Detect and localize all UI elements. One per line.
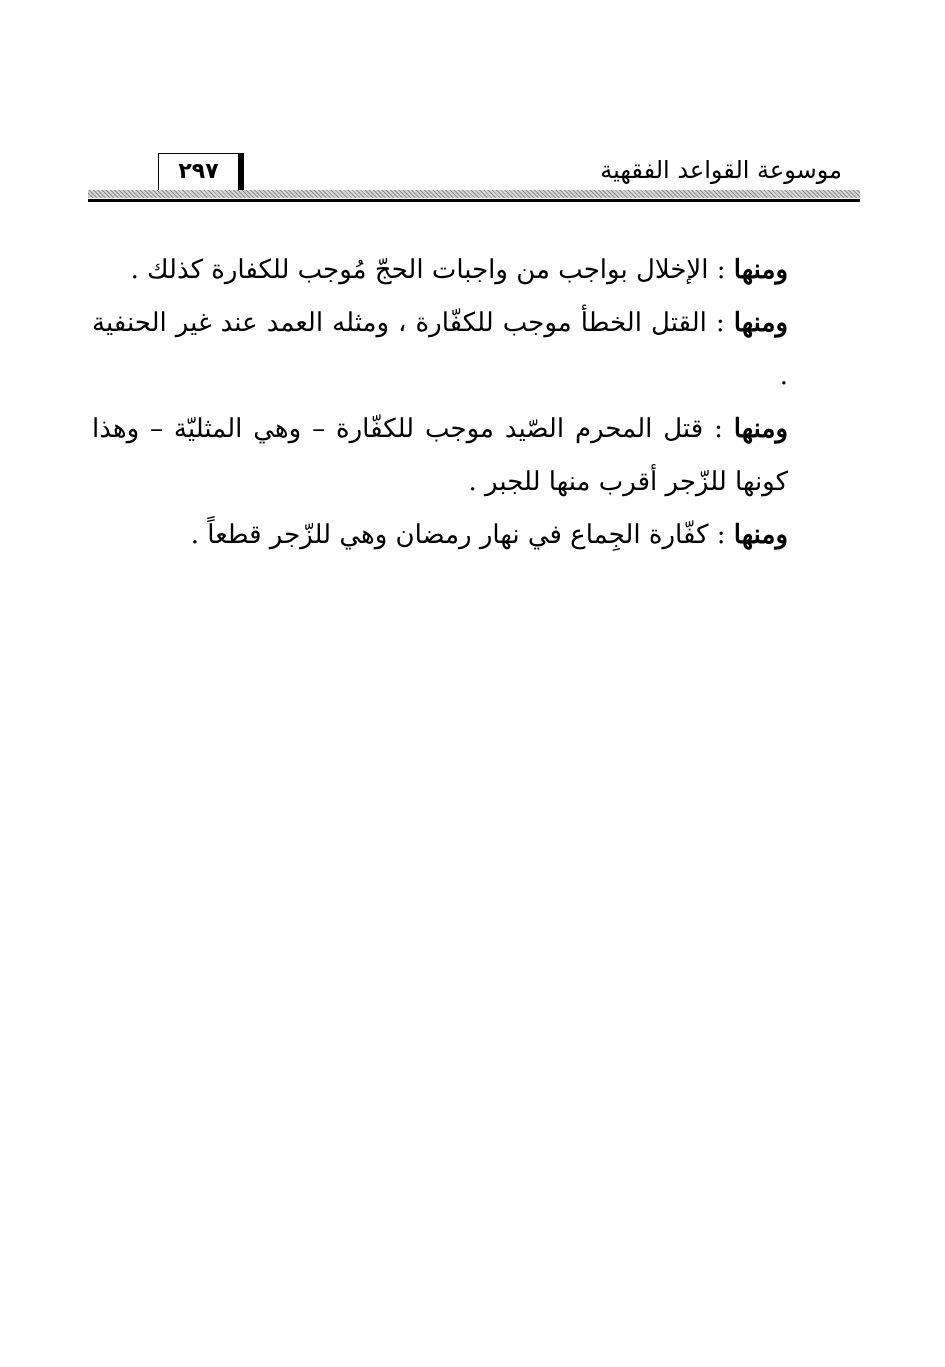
entry-lead: ومنها [733, 308, 788, 338]
running-title: موسوعة القواعد الفقهية [600, 156, 842, 184]
header-rule [88, 199, 860, 202]
header-rule-pattern [88, 190, 860, 198]
page-body [92, 244, 860, 562]
entry-paragraph [92, 403, 860, 509]
entry-text: : الإخلال بواجب من واجبات الحجّ مُوجب للكفارة كذلك . [130, 255, 734, 285]
entry-text: : القتل الخطأ موجب للكفّارة ، ومثله العمد عند غير الحنفية . [92, 308, 788, 391]
page-number: ٢٩٧ [158, 153, 244, 191]
entry-paragraph [92, 509, 860, 562]
entry-lead: ومنها [733, 414, 788, 444]
entry-paragraph [92, 297, 860, 403]
entry-lead: ومنها [733, 520, 788, 550]
entry-text: : قتل المحرم الصّيد موجب للكفّارة – وهي المثليّة – وهذا كونها للزّجر أقرب منها للجبر . [92, 414, 788, 497]
entry-lead: ومنها [733, 255, 788, 285]
entry-text: : كفّارة الجِماع في نهار رمضان وهي للزّجر قطعاً . [190, 520, 734, 550]
page-header [88, 150, 860, 210]
entry-paragraph [92, 244, 860, 297]
